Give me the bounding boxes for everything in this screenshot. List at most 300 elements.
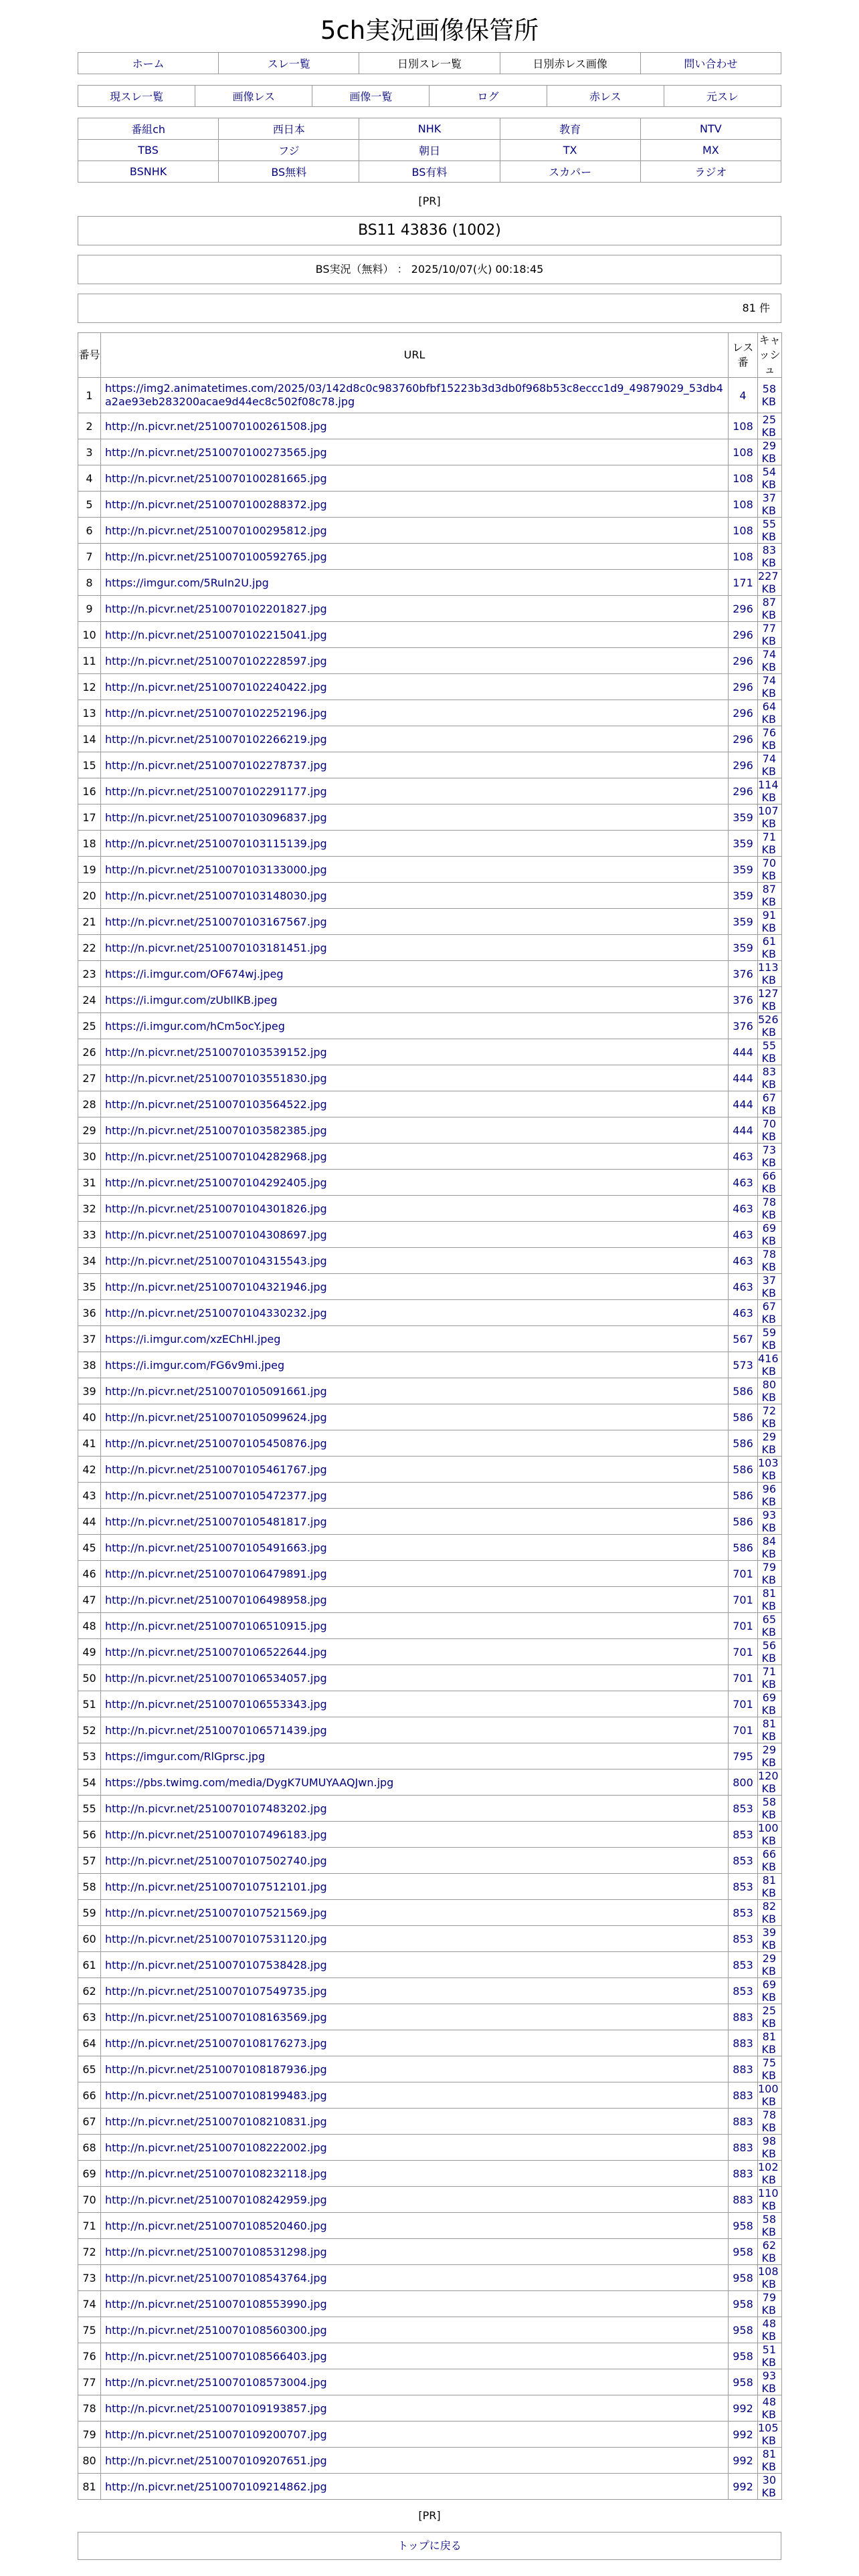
res-number-link[interactable]: 359 bbox=[729, 883, 758, 909]
site-title: 5ch実況画像保管所 bbox=[320, 16, 539, 45]
cache-size-link[interactable]: 114 KB bbox=[758, 778, 782, 804]
cache-size-link[interactable]: 54 KB bbox=[758, 465, 782, 492]
res-number-link[interactable]: 444 bbox=[729, 1065, 758, 1091]
res-number-link[interactable]: 701 bbox=[729, 1665, 758, 1691]
res-number-link[interactable]: 586 bbox=[729, 1509, 758, 1535]
cache-size-link[interactable]: 29 KB bbox=[758, 439, 782, 465]
image-url-link[interactable]: http://n.picvr.net/2510070107512101.jpg bbox=[101, 1874, 729, 1900]
image-url-link[interactable]: http://n.picvr.net/2510070107502740.jpg bbox=[101, 1848, 729, 1874]
image-url-link[interactable]: http://n.picvr.net/2510070102240422.jpg bbox=[101, 674, 729, 700]
channel-link[interactable]: 朝日 bbox=[359, 140, 500, 161]
row-number: 44 bbox=[78, 1509, 101, 1535]
channel-link[interactable]: TBS bbox=[78, 140, 219, 161]
channel-link[interactable]: BSNHK bbox=[78, 161, 219, 183]
table-row bbox=[78, 1117, 782, 1144]
image-url-link[interactable]: https://imgur.com/RlGprsc.jpg bbox=[101, 1743, 729, 1769]
cache-size-link[interactable]: 69 KB bbox=[758, 1222, 782, 1248]
res-number-link[interactable]: 296 bbox=[729, 700, 758, 726]
image-url-link[interactable]: http://n.picvr.net/2510070106571439.jpg bbox=[101, 1717, 729, 1743]
image-url-link[interactable]: http://n.picvr.net/2510070104321946.jpg bbox=[101, 1274, 729, 1300]
pr-label[interactable]: [PR] bbox=[418, 195, 441, 207]
cache-size-link[interactable]: 59 KB bbox=[758, 1326, 782, 1352]
cache-size-link[interactable]: 103 KB bbox=[758, 1457, 782, 1483]
cache-size-link[interactable]: 29 KB bbox=[758, 1743, 782, 1769]
res-number-link[interactable]: 800 bbox=[729, 1769, 758, 1796]
cache-size-link[interactable]: 227 KB bbox=[758, 570, 782, 596]
cache-size-link[interactable]: 66 KB bbox=[758, 1848, 782, 1874]
cache-size-link[interactable]: 107 KB bbox=[758, 804, 782, 831]
image-url-link[interactable]: http://n.picvr.net/2510070103148030.jpg bbox=[101, 883, 729, 909]
res-number-link[interactable]: 108 bbox=[729, 544, 758, 570]
image-url-link[interactable]: http://n.picvr.net/2510070103133000.jpg bbox=[101, 857, 729, 883]
res-number-link[interactable]: 296 bbox=[729, 778, 758, 804]
channel-link[interactable]: 教育 bbox=[500, 118, 640, 140]
res-number-link[interactable]: 958 bbox=[729, 2239, 758, 2265]
cache-size-link[interactable]: 71 KB bbox=[758, 831, 782, 857]
res-number-link[interactable]: 296 bbox=[729, 648, 758, 674]
res-number-link[interactable]: 108 bbox=[729, 492, 758, 518]
image-url-link[interactable]: http://n.picvr.net/2510070108232118.jpg bbox=[101, 2161, 729, 2187]
image-url-link[interactable]: http://n.picvr.net/2510070103096837.jpg bbox=[101, 804, 729, 831]
res-number-link[interactable]: 958 bbox=[729, 2213, 758, 2239]
res-number-link[interactable]: 108 bbox=[729, 518, 758, 544]
cache-size-link[interactable]: 56 KB bbox=[758, 1639, 782, 1665]
image-url-link[interactable]: http://n.picvr.net/2510070102215041.jpg bbox=[101, 622, 729, 648]
table-row bbox=[78, 883, 782, 909]
cache-size-link[interactable]: 66 KB bbox=[758, 1170, 782, 1196]
row-number: 49 bbox=[78, 1639, 101, 1665]
res-number-link[interactable]: 853 bbox=[729, 1900, 758, 1926]
image-url-link[interactable]: https://img2.animatetimes.com/2025/03/142d8c0c983760bfbf15223b3d3db0f968b53c8eccc1d9_49879029_53db4a2ae93eb283200acae9d44ec8c502f08c78.jpg bbox=[101, 378, 729, 413]
image-url-link[interactable]: http://n.picvr.net/2510070109193857.jpg bbox=[101, 2395, 729, 2422]
res-number-link[interactable]: 463 bbox=[729, 1144, 758, 1170]
res-number-link[interactable]: 958 bbox=[729, 2343, 758, 2369]
row-number: 76 bbox=[78, 2343, 101, 2369]
image-url-link[interactable]: http://n.picvr.net/2510070106479891.jpg bbox=[101, 1561, 729, 1587]
table-row bbox=[78, 1404, 782, 1430]
res-number-link[interactable]: 586 bbox=[729, 1430, 758, 1457]
cache-size-link[interactable]: 82 KB bbox=[758, 1900, 782, 1926]
cache-size-link[interactable]: 75 KB bbox=[758, 2056, 782, 2082]
main-nav-item[interactable]: スレ一覧 bbox=[219, 53, 359, 74]
table-row bbox=[78, 778, 782, 804]
image-url-link[interactable]: https://i.imgur.com/hCm5ocY.jpeg bbox=[101, 1013, 729, 1039]
image-url-link[interactable]: http://n.picvr.net/2510070108242959.jpg bbox=[101, 2187, 729, 2213]
image-url-link[interactable]: http://n.picvr.net/2510070107521569.jpg bbox=[101, 1900, 729, 1926]
res-number-link[interactable]: 359 bbox=[729, 909, 758, 935]
image-url-link[interactable]: http://n.picvr.net/2510070107538428.jpg bbox=[101, 1952, 729, 1978]
res-number-link[interactable]: 444 bbox=[729, 1091, 758, 1117]
image-url-link[interactable]: http://n.picvr.net/2510070107549735.jpg bbox=[101, 1978, 729, 2004]
cache-size-link[interactable]: 71 KB bbox=[758, 1665, 782, 1691]
image-url-link[interactable]: http://n.picvr.net/2510070102201827.jpg bbox=[101, 596, 729, 622]
image-url-link[interactable]: http://n.picvr.net/2510070105099624.jpg bbox=[101, 1404, 729, 1430]
cache-size-link[interactable]: 87 KB bbox=[758, 596, 782, 622]
cache-size-link[interactable]: 39 KB bbox=[758, 1926, 782, 1952]
cache-size-link[interactable]: 81 KB bbox=[758, 1587, 782, 1613]
res-number-link[interactable]: 992 bbox=[729, 2474, 758, 2500]
table-row bbox=[78, 2135, 782, 2161]
channel-link[interactable]: NHK bbox=[359, 118, 500, 140]
image-url-link[interactable]: http://n.picvr.net/2510070103551830.jpg bbox=[101, 1065, 729, 1091]
image-url-link[interactable]: http://n.picvr.net/2510070108176273.jpg bbox=[101, 2030, 729, 2056]
res-number-link[interactable]: 108 bbox=[729, 465, 758, 492]
res-number-link[interactable]: 883 bbox=[729, 2109, 758, 2135]
res-number-link[interactable]: 853 bbox=[729, 1874, 758, 1900]
res-number-link[interactable]: 376 bbox=[729, 961, 758, 987]
res-number-link[interactable]: 573 bbox=[729, 1352, 758, 1378]
image-url-link[interactable]: http://n.picvr.net/2510070105491663.jpg bbox=[101, 1535, 729, 1561]
res-number-link[interactable]: 883 bbox=[729, 2161, 758, 2187]
cache-size-link[interactable]: 77 KB bbox=[758, 622, 782, 648]
cache-size-link[interactable]: 78 KB bbox=[758, 1248, 782, 1274]
image-url-link[interactable]: http://n.picvr.net/2510070109200707.jpg bbox=[101, 2422, 729, 2448]
cache-size-link[interactable]: 30 KB bbox=[758, 2474, 782, 2500]
channel-link[interactable]: ラジオ bbox=[640, 161, 781, 183]
image-url-link[interactable]: http://n.picvr.net/2510070108222002.jpg bbox=[101, 2135, 729, 2161]
cache-size-link[interactable]: 93 KB bbox=[758, 1509, 782, 1535]
image-url-link[interactable]: http://n.picvr.net/2510070105091661.jpg bbox=[101, 1378, 729, 1404]
image-url-link[interactable]: http://n.picvr.net/2510070108553990.jpg bbox=[101, 2291, 729, 2317]
cache-size-link[interactable]: 48 KB bbox=[758, 2395, 782, 2422]
table-row bbox=[78, 2474, 782, 2500]
res-number-link[interactable]: 463 bbox=[729, 1274, 758, 1300]
image-url-link[interactable]: http://n.picvr.net/2510070103115139.jpg bbox=[101, 831, 729, 857]
image-url-link[interactable]: http://n.picvr.net/2510070104330232.jpg bbox=[101, 1300, 729, 1326]
image-url-link[interactable]: http://n.picvr.net/2510070104315543.jpg bbox=[101, 1248, 729, 1274]
image-url-link[interactable]: http://n.picvr.net/2510070107483202.jpg bbox=[101, 1796, 729, 1822]
res-number-link[interactable]: 701 bbox=[729, 1717, 758, 1743]
image-url-link[interactable]: http://n.picvr.net/2510070106498958.jpg bbox=[101, 1587, 729, 1613]
image-url-link[interactable]: http://n.picvr.net/2510070107531120.jpg bbox=[101, 1926, 729, 1952]
channel-link[interactable]: BS無料 bbox=[219, 161, 359, 183]
res-number-link[interactable]: 296 bbox=[729, 596, 758, 622]
cache-size-link[interactable]: 108 KB bbox=[758, 2265, 782, 2291]
cache-size-link[interactable]: 70 KB bbox=[758, 857, 782, 883]
image-url-link[interactable]: http://n.picvr.net/2510070100288372.jpg bbox=[101, 492, 729, 518]
res-number-link[interactable]: 883 bbox=[729, 2187, 758, 2213]
cache-size-link[interactable]: 84 KB bbox=[758, 1535, 782, 1561]
channel-link[interactable]: フジ bbox=[219, 140, 359, 161]
res-number-link[interactable]: 463 bbox=[729, 1300, 758, 1326]
image-url-link[interactable]: http://n.picvr.net/2510070108187936.jpg bbox=[101, 2056, 729, 2082]
image-url-link[interactable]: http://n.picvr.net/2510070100295812.jpg bbox=[101, 518, 729, 544]
res-number-link[interactable]: 701 bbox=[729, 1639, 758, 1665]
cache-size-link[interactable]: 120 KB bbox=[758, 1769, 782, 1796]
res-number-link[interactable]: 958 bbox=[729, 2317, 758, 2343]
cache-size-link[interactable]: 29 KB bbox=[758, 1430, 782, 1457]
cache-size-link[interactable]: 67 KB bbox=[758, 1091, 782, 1117]
cache-size-link[interactable]: 83 KB bbox=[758, 544, 782, 570]
cache-size-link[interactable]: 102 KB bbox=[758, 2161, 782, 2187]
sub-nav-item[interactable]: 元スレ bbox=[664, 86, 781, 107]
image-url-link[interactable]: https://i.imgur.com/xzEChHl.jpeg bbox=[101, 1326, 729, 1352]
res-number-link[interactable]: 883 bbox=[729, 2056, 758, 2082]
cache-size-link[interactable]: 55 KB bbox=[758, 518, 782, 544]
res-number-link[interactable]: 701 bbox=[729, 1561, 758, 1587]
res-number-link[interactable]: 463 bbox=[729, 1222, 758, 1248]
image-url-link[interactable]: http://n.picvr.net/2510070105461767.jpg bbox=[101, 1457, 729, 1483]
res-number-link[interactable]: 958 bbox=[729, 2291, 758, 2317]
res-number-link[interactable]: 586 bbox=[729, 1535, 758, 1561]
channel-link[interactable]: NTV bbox=[640, 118, 781, 140]
cache-size-link[interactable]: 72 KB bbox=[758, 1404, 782, 1430]
cache-size-link[interactable]: 70 KB bbox=[758, 1117, 782, 1144]
cache-size-link[interactable]: 37 KB bbox=[758, 1274, 782, 1300]
image-url-link[interactable]: http://n.picvr.net/2510070102228597.jpg bbox=[101, 648, 729, 674]
image-url-link[interactable]: http://n.picvr.net/2510070102291177.jpg bbox=[101, 778, 729, 804]
res-number-link[interactable]: 883 bbox=[729, 2135, 758, 2161]
res-number-link[interactable]: 701 bbox=[729, 1691, 758, 1717]
row-number: 47 bbox=[78, 1587, 101, 1613]
pr-label-bottom[interactable]: [PR] bbox=[418, 2509, 441, 2522]
cache-size-link[interactable]: 110 KB bbox=[758, 2187, 782, 2213]
table-row bbox=[78, 1978, 782, 2004]
res-number-link[interactable]: 444 bbox=[729, 1117, 758, 1144]
image-url-link[interactable]: http://n.picvr.net/2510070106510915.jpg bbox=[101, 1613, 729, 1639]
image-url-link[interactable]: http://n.picvr.net/2510070108531298.jpg bbox=[101, 2239, 729, 2265]
cache-size-link[interactable]: 74 KB bbox=[758, 648, 782, 674]
image-url-link[interactable]: http://n.picvr.net/2510070100592765.jpg bbox=[101, 544, 729, 570]
res-number-link[interactable]: 359 bbox=[729, 804, 758, 831]
res-number-link[interactable]: 883 bbox=[729, 2004, 758, 2030]
image-url-link[interactable]: https://pbs.twimg.com/media/DygK7UMUYAAQJwn.jpg bbox=[101, 1769, 729, 1796]
cache-size-link[interactable]: 64 KB bbox=[758, 700, 782, 726]
res-number-link[interactable]: 883 bbox=[729, 2082, 758, 2109]
cache-size-link[interactable]: 87 KB bbox=[758, 883, 782, 909]
res-number-link[interactable]: 463 bbox=[729, 1170, 758, 1196]
sub-nav-item[interactable]: 画像レス bbox=[195, 86, 312, 107]
res-number-link[interactable]: 992 bbox=[729, 2448, 758, 2474]
header-cache: キャッシュ bbox=[758, 333, 782, 378]
image-url-link[interactable]: http://n.picvr.net/2510070109214862.jpg bbox=[101, 2474, 729, 2500]
cache-size-link[interactable]: 29 KB bbox=[758, 1952, 782, 1978]
res-number-link[interactable]: 171 bbox=[729, 570, 758, 596]
image-url-link[interactable]: http://n.picvr.net/2510070102252196.jpg bbox=[101, 700, 729, 726]
res-number-link[interactable]: 108 bbox=[729, 413, 758, 439]
channel-link[interactable]: スカパー bbox=[500, 161, 640, 183]
cache-size-link[interactable]: 81 KB bbox=[758, 1717, 782, 1743]
res-number-link[interactable]: 296 bbox=[729, 622, 758, 648]
row-number: 27 bbox=[78, 1065, 101, 1091]
res-number-link[interactable]: 586 bbox=[729, 1404, 758, 1430]
sub-nav-item[interactable]: 現スレ一覧 bbox=[78, 86, 195, 107]
image-url-link[interactable]: http://n.picvr.net/2510070108163569.jpg bbox=[101, 2004, 729, 2030]
sub-nav-item[interactable]: ログ bbox=[430, 86, 547, 107]
image-url-link[interactable]: http://n.picvr.net/2510070106534057.jpg bbox=[101, 1665, 729, 1691]
image-url-link[interactable]: http://n.picvr.net/2510070100261508.jpg bbox=[101, 413, 729, 439]
image-url-link[interactable]: http://n.picvr.net/2510070108543764.jpg bbox=[101, 2265, 729, 2291]
cache-size-link[interactable]: 51 KB bbox=[758, 2343, 782, 2369]
image-url-link[interactable]: https://i.imgur.com/zUbIlKB.jpeg bbox=[101, 987, 729, 1013]
cache-size-link[interactable]: 91 KB bbox=[758, 909, 782, 935]
row-number: 75 bbox=[78, 2317, 101, 2343]
image-url-link[interactable]: http://n.picvr.net/2510070109207651.jpg bbox=[101, 2448, 729, 2474]
cache-size-link[interactable]: 67 KB bbox=[758, 1300, 782, 1326]
res-number-link[interactable]: 586 bbox=[729, 1378, 758, 1404]
image-url-link[interactable]: http://n.picvr.net/2510070103539152.jpg bbox=[101, 1039, 729, 1065]
image-url-link[interactable]: http://n.picvr.net/2510070108573004.jpg bbox=[101, 2369, 729, 2395]
res-number-link[interactable]: 463 bbox=[729, 1248, 758, 1274]
image-url-link[interactable]: http://n.picvr.net/2510070106553343.jpg bbox=[101, 1691, 729, 1717]
cache-size-link[interactable]: 76 KB bbox=[758, 726, 782, 752]
image-url-link[interactable]: http://n.picvr.net/2510070105472377.jpg bbox=[101, 1483, 729, 1509]
cache-size-link[interactable]: 127 KB bbox=[758, 987, 782, 1013]
image-url-link[interactable]: http://n.picvr.net/2510070104301826.jpg bbox=[101, 1196, 729, 1222]
image-url-link[interactable]: http://n.picvr.net/2510070108560300.jpg bbox=[101, 2317, 729, 2343]
res-number-link[interactable]: 958 bbox=[729, 2369, 758, 2395]
main-nav bbox=[78, 52, 781, 74]
row-number: 22 bbox=[78, 935, 101, 961]
image-url-link[interactable]: http://n.picvr.net/2510070103167567.jpg bbox=[101, 909, 729, 935]
table-row bbox=[78, 2030, 782, 2056]
image-url-link[interactable]: http://n.picvr.net/2510070104282968.jpg bbox=[101, 1144, 729, 1170]
image-url-link[interactable]: http://n.picvr.net/2510070102266219.jpg bbox=[101, 726, 729, 752]
res-number-link[interactable]: 296 bbox=[729, 674, 758, 700]
res-number-link[interactable]: 586 bbox=[729, 1483, 758, 1509]
cache-size-link[interactable]: 100 KB bbox=[758, 1822, 782, 1848]
res-number-link[interactable]: 4 bbox=[729, 378, 758, 413]
res-number-link[interactable]: 296 bbox=[729, 752, 758, 778]
row-number: 26 bbox=[78, 1039, 101, 1065]
row-number: 32 bbox=[78, 1196, 101, 1222]
res-number-link[interactable]: 701 bbox=[729, 1613, 758, 1639]
cache-size-link[interactable]: 526 KB bbox=[758, 1013, 782, 1039]
res-number-link[interactable]: 795 bbox=[729, 1743, 758, 1769]
cache-size-link[interactable]: 61 KB bbox=[758, 935, 782, 961]
res-number-link[interactable]: 883 bbox=[729, 2030, 758, 2056]
res-number-link[interactable]: 853 bbox=[729, 1978, 758, 2004]
cache-size-link[interactable]: 113 KB bbox=[758, 961, 782, 987]
res-number-link[interactable]: 853 bbox=[729, 1848, 758, 1874]
res-number-link[interactable]: 958 bbox=[729, 2265, 758, 2291]
res-number-link[interactable]: 853 bbox=[729, 1952, 758, 1978]
cache-size-link[interactable]: 83 KB bbox=[758, 1065, 782, 1091]
image-url-link[interactable]: http://n.picvr.net/2510070108566403.jpg bbox=[101, 2343, 729, 2369]
table-row bbox=[78, 1144, 782, 1170]
row-number: 62 bbox=[78, 1978, 101, 2004]
image-url-link[interactable]: http://n.picvr.net/2510070103564522.jpg bbox=[101, 1091, 729, 1117]
res-number-link[interactable]: 359 bbox=[729, 857, 758, 883]
cache-size-link[interactable]: 93 KB bbox=[758, 2369, 782, 2395]
res-number-link[interactable]: 853 bbox=[729, 1822, 758, 1848]
res-number-link[interactable]: 376 bbox=[729, 1013, 758, 1039]
cache-size-link[interactable]: 416 KB bbox=[758, 1352, 782, 1378]
cache-size-link[interactable]: 105 KB bbox=[758, 2422, 782, 2448]
cache-size-link[interactable]: 58 KB bbox=[758, 1796, 782, 1822]
image-url-link[interactable]: http://n.picvr.net/2510070108520460.jpg bbox=[101, 2213, 729, 2239]
cache-size-link[interactable]: 78 KB bbox=[758, 2109, 782, 2135]
cache-size-link[interactable]: 78 KB bbox=[758, 1196, 782, 1222]
res-number-link[interactable]: 463 bbox=[729, 1196, 758, 1222]
cache-size-link[interactable]: 55 KB bbox=[758, 1039, 782, 1065]
image-url-link[interactable]: http://n.picvr.net/2510070100281665.jpg bbox=[101, 465, 729, 492]
channel-link[interactable]: MX bbox=[640, 140, 781, 161]
cache-size-link[interactable]: 96 KB bbox=[758, 1483, 782, 1509]
table-row bbox=[78, 1926, 782, 1952]
res-number-link[interactable]: 444 bbox=[729, 1039, 758, 1065]
sub-nav-item[interactable]: 赤レス bbox=[547, 86, 664, 107]
cache-size-link[interactable]: 58 KB bbox=[758, 378, 782, 413]
image-url-link[interactable]: http://n.picvr.net/2510070104308697.jpg bbox=[101, 1222, 729, 1248]
cache-size-link[interactable]: 73 KB bbox=[758, 1144, 782, 1170]
table-row bbox=[78, 439, 782, 465]
image-url-link[interactable]: https://i.imgur.com/FG6v9mi.jpeg bbox=[101, 1352, 729, 1378]
image-url-link[interactable]: http://n.picvr.net/2510070106522644.jpg bbox=[101, 1639, 729, 1665]
res-number-link[interactable]: 296 bbox=[729, 726, 758, 752]
cache-size-link[interactable]: 37 KB bbox=[758, 492, 782, 518]
image-url-link[interactable]: http://n.picvr.net/2510070100273565.jpg bbox=[101, 439, 729, 465]
res-number-link[interactable]: 108 bbox=[729, 439, 758, 465]
main-nav-item[interactable]: 日別赤レス画像 bbox=[500, 53, 640, 74]
result-count-text: 81 件 bbox=[742, 302, 770, 314]
image-url-link[interactable]: http://n.picvr.net/2510070108210831.jpg bbox=[101, 2109, 729, 2135]
cache-size-link[interactable]: 48 KB bbox=[758, 2317, 782, 2343]
cache-size-link[interactable]: 69 KB bbox=[758, 1978, 782, 2004]
channel-link[interactable]: TX bbox=[500, 140, 640, 161]
cache-size-link[interactable]: 74 KB bbox=[758, 752, 782, 778]
res-number-link[interactable]: 992 bbox=[729, 2395, 758, 2422]
res-number-link[interactable]: 359 bbox=[729, 831, 758, 857]
channel-link[interactable]: BS有料 bbox=[359, 161, 500, 183]
res-number-link[interactable]: 359 bbox=[729, 935, 758, 961]
cache-size-link[interactable]: 25 KB bbox=[758, 2004, 782, 2030]
main-nav-item[interactable]: 問い合わせ bbox=[640, 53, 781, 74]
image-url-link[interactable]: http://n.picvr.net/2510070108199483.jpg bbox=[101, 2082, 729, 2109]
cache-size-link[interactable]: 100 KB bbox=[758, 2082, 782, 2109]
sub-nav-item[interactable]: 画像一覧 bbox=[312, 86, 430, 107]
image-url-link[interactable]: https://i.imgur.com/OF674wj.jpeg bbox=[101, 961, 729, 987]
cache-size-link[interactable]: 81 KB bbox=[758, 1874, 782, 1900]
image-url-link[interactable]: http://n.picvr.net/2510070105450876.jpg bbox=[101, 1430, 729, 1457]
res-number-link[interactable]: 853 bbox=[729, 1796, 758, 1822]
cache-size-link[interactable]: 79 KB bbox=[758, 2291, 782, 2317]
res-number-link[interactable]: 853 bbox=[729, 1926, 758, 1952]
res-number-link[interactable]: 992 bbox=[729, 2422, 758, 2448]
res-number-link[interactable]: 567 bbox=[729, 1326, 758, 1352]
cache-size-link[interactable]: 79 KB bbox=[758, 1561, 782, 1587]
image-url-link[interactable]: http://n.picvr.net/2510070104292405.jpg bbox=[101, 1170, 729, 1196]
res-number-link[interactable]: 376 bbox=[729, 987, 758, 1013]
cache-size-link[interactable]: 69 KB bbox=[758, 1691, 782, 1717]
cache-size-link[interactable]: 62 KB bbox=[758, 2239, 782, 2265]
channel-link[interactable]: 西日本 bbox=[219, 118, 359, 140]
back-to-top-link[interactable]: トップに戻る bbox=[78, 2532, 781, 2560]
image-url-link[interactable]: https://imgur.com/5RuIn2U.jpg bbox=[101, 570, 729, 596]
cache-size-link[interactable]: 58 KB bbox=[758, 2213, 782, 2239]
image-url-link[interactable]: http://n.picvr.net/2510070103582385.jpg bbox=[101, 1117, 729, 1144]
image-url-link[interactable]: http://n.picvr.net/2510070102278737.jpg bbox=[101, 752, 729, 778]
cache-size-link[interactable]: 81 KB bbox=[758, 2448, 782, 2474]
row-number: 12 bbox=[78, 674, 101, 700]
table-row bbox=[78, 1613, 782, 1639]
image-url-link[interactable]: http://n.picvr.net/2510070103181451.jpg bbox=[101, 935, 729, 961]
res-number-link[interactable]: 701 bbox=[729, 1587, 758, 1613]
res-number-link[interactable]: 586 bbox=[729, 1457, 758, 1483]
cache-size-link[interactable]: 80 KB bbox=[758, 1378, 782, 1404]
image-url-link[interactable]: http://n.picvr.net/2510070105481817.jpg bbox=[101, 1509, 729, 1535]
cache-size-link[interactable]: 98 KB bbox=[758, 2135, 782, 2161]
image-url-link[interactable]: http://n.picvr.net/2510070107496183.jpg bbox=[101, 1822, 729, 1848]
cache-size-link[interactable]: 25 KB bbox=[758, 413, 782, 439]
cache-size-link[interactable]: 74 KB bbox=[758, 674, 782, 700]
main-nav-item[interactable]: ホーム bbox=[78, 53, 219, 74]
table-row bbox=[78, 465, 782, 492]
main-nav-item[interactable]: 日別スレ一覧 bbox=[359, 53, 500, 74]
cache-size-link[interactable]: 81 KB bbox=[758, 2030, 782, 2056]
cache-size-link[interactable]: 65 KB bbox=[758, 1613, 782, 1639]
channel-link[interactable]: 番組ch bbox=[78, 118, 219, 140]
